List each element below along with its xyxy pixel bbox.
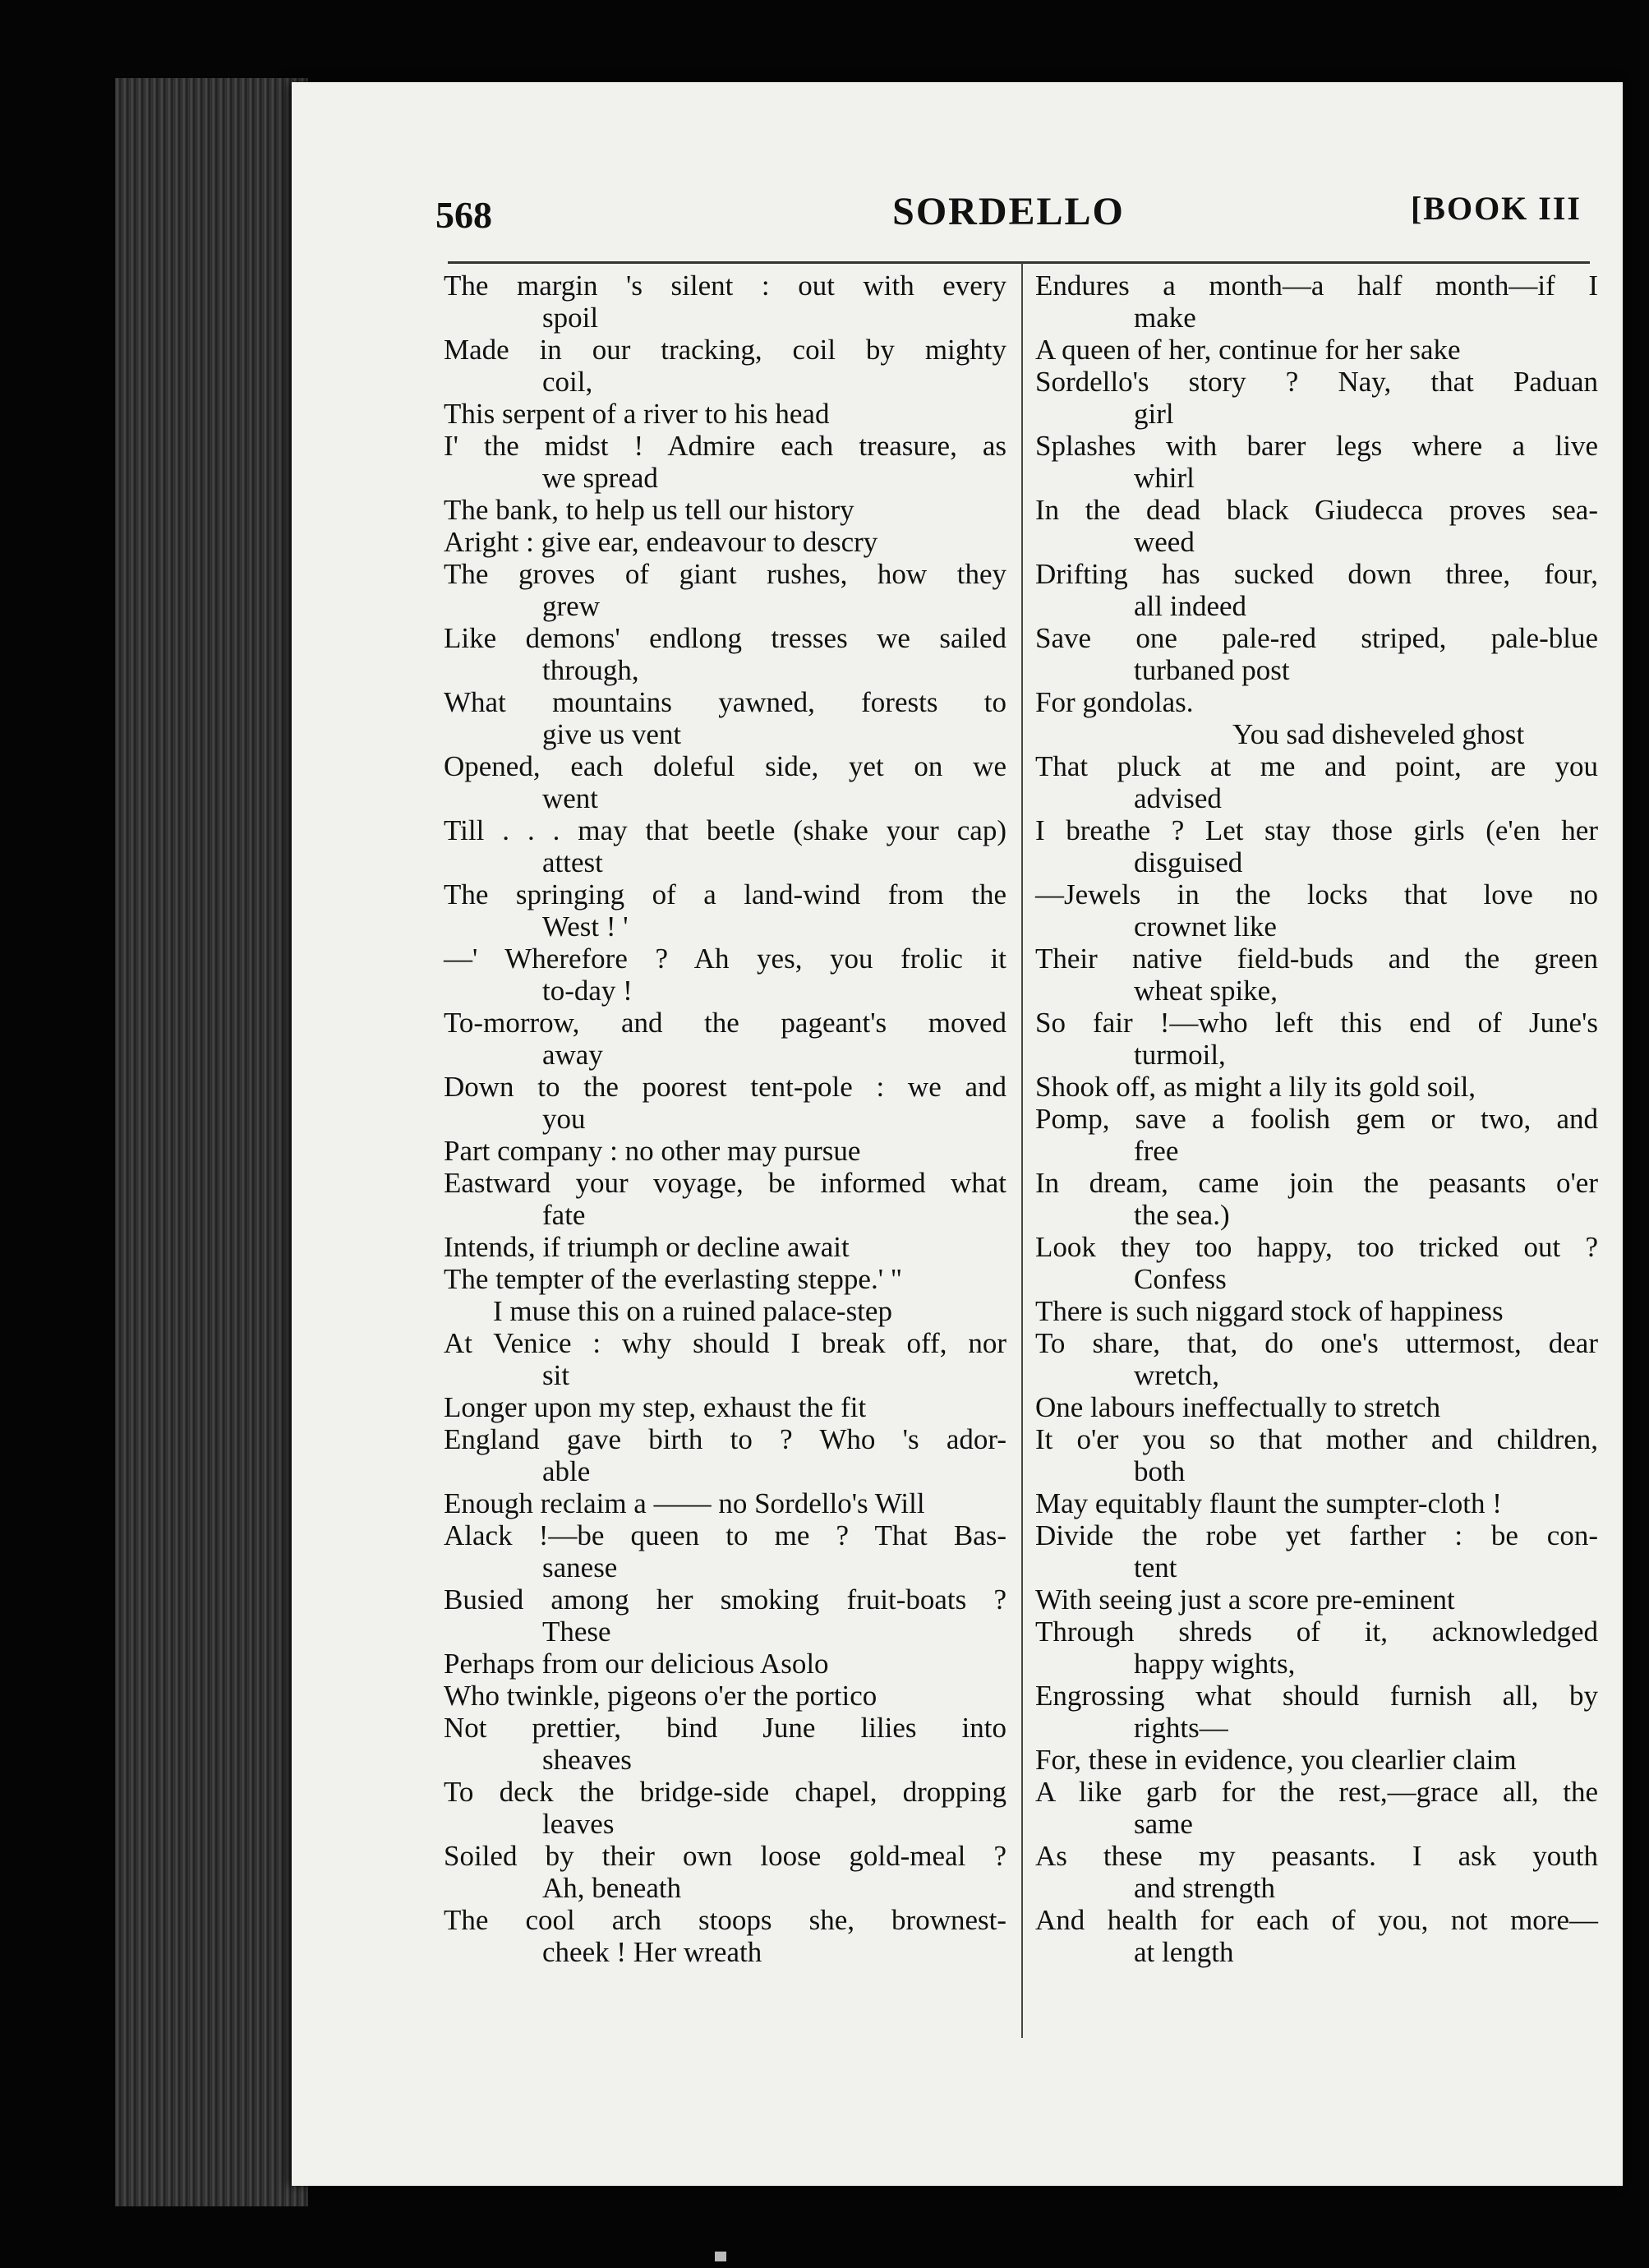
verse-line: you [542, 1103, 586, 1135]
verse-line: In the dead black Giudecca proves sea- [1035, 494, 1598, 526]
verse-line: Look they too happy, too tricked out ? [1035, 1231, 1598, 1263]
verse-line: Endures a month—a half month—if I [1035, 270, 1598, 302]
verse-line: That pluck at me and point, are you [1035, 750, 1598, 782]
verse-line: give us vent [542, 718, 682, 750]
verse-line: weed [1134, 526, 1195, 558]
verse-line: Opened, each doleful side, yet on we [444, 750, 1006, 782]
verse-line: turmoil, [1134, 1039, 1226, 1071]
verse-line: At Venice : why should I break off, nor [444, 1327, 1006, 1359]
verse-line: make [1134, 302, 1196, 334]
verse-line: happy wights, [1134, 1648, 1296, 1680]
verse-line: —Jewels in the locks that love no [1035, 878, 1598, 910]
verse-line: Engrossing what should furnish all, by [1035, 1680, 1598, 1712]
verse-line: Divide the robe yet farther : be con- [1035, 1519, 1598, 1551]
verse-line: coil, [542, 366, 593, 398]
verse-line: The tempter of the everlasting steppe.' " [444, 1263, 903, 1295]
verse-line: Down to the poorest tent-pole : we and [444, 1071, 1006, 1103]
verse-line: tent [1134, 1551, 1177, 1583]
verse-line: Splashes with barer legs where a live [1035, 430, 1598, 462]
verse-line: free [1134, 1135, 1179, 1167]
verse-line: In dream, came join the peasants o'er [1035, 1167, 1598, 1199]
verse-line: Through shreds of it, acknowledged [1035, 1616, 1598, 1648]
verse-line: rights— [1134, 1712, 1228, 1744]
verse-line: wretch, [1134, 1359, 1219, 1391]
verse-line: grew [542, 590, 600, 622]
verse-line: These [542, 1616, 611, 1648]
verse-line: Save one pale-red striped, pale-blue [1035, 622, 1598, 654]
verse-line: spoil [542, 302, 599, 334]
verse-line: all indeed [1134, 590, 1247, 622]
verse-line: leaves [542, 1808, 615, 1840]
verse-line: As these my peasants. I ask youth [1035, 1840, 1598, 1872]
verse-line: A like garb for the rest,—grace all, the [1035, 1776, 1598, 1808]
verse-line: Not prettier, bind June lilies into [444, 1712, 1006, 1744]
verse-line: cheek ! Her wreath [542, 1936, 762, 1968]
verse-line: For gondolas. [1035, 686, 1194, 718]
verse-line: wheat spike, [1134, 975, 1278, 1007]
verse-line: A queen of her, continue for her sake [1035, 334, 1461, 366]
verse-line: sheaves [542, 1744, 632, 1776]
verse-line: Intends, if triumph or decline await [444, 1231, 850, 1263]
verse-line: same [1134, 1808, 1193, 1840]
verse-line: Made in our tracking, coil by mighty [444, 334, 1006, 366]
scan-artifact [715, 2252, 726, 2261]
verse-line: So fair !—who left this end of June's [1035, 1007, 1598, 1039]
verse-line: disguised [1134, 846, 1243, 878]
book-spine [115, 78, 308, 2206]
verse-line: For, these in evidence, you clearlier claim [1035, 1744, 1517, 1776]
verse-line: away [542, 1039, 603, 1071]
running-title: SORDELLO [892, 190, 1125, 233]
verse-line: The groves of giant rushes, how they [444, 558, 1006, 590]
left-column [444, 270, 1006, 1968]
verse-line: whirl [1134, 462, 1195, 494]
verse-line: turbaned post [1134, 654, 1290, 686]
verse-line: What mountains yawned, forests to [444, 686, 1006, 718]
verse-line: Part company : no other may pursue [444, 1135, 861, 1167]
verse-line: sanese [542, 1551, 618, 1583]
column-divider [1021, 263, 1023, 2038]
verse-line: Alack !—be queen to me ? That Bas- [444, 1519, 1006, 1551]
verse-line: able [542, 1455, 591, 1487]
verse-line: Busied among her smoking fruit-boats ? [444, 1583, 1006, 1616]
verse-line: Eastward your voyage, be informed what [444, 1167, 1006, 1199]
verse-line: The bank, to help us tell our history [444, 494, 854, 526]
verse-line: sit [542, 1359, 570, 1391]
verse-line: Perhaps from our delicious Asolo [444, 1648, 829, 1680]
verse-line: I muse this on a ruined palace-step [493, 1295, 892, 1327]
verse-line: Pomp, save a foolish gem or two, and [1035, 1103, 1598, 1135]
verse-line: advised [1134, 782, 1222, 814]
verse-line: Their native field-buds and the green [1035, 943, 1598, 975]
verse-line: attest [542, 846, 603, 878]
verse-line: Sordello's story ? Nay, that Paduan [1035, 366, 1598, 398]
verse-line: West ! ' [542, 910, 629, 943]
right-column [1035, 270, 1598, 1968]
verse-line: went [542, 782, 599, 814]
verse-line: the sea.) [1134, 1199, 1230, 1231]
verse-line: I' the midst ! Admire each treasure, as [444, 430, 1006, 462]
verse-line: You sad disheveled ghost [1232, 718, 1525, 750]
verse-line: To share, that, do one's uttermost, dear [1035, 1327, 1598, 1359]
verse-line: With seeing just a score pre-eminent [1035, 1583, 1455, 1616]
verse-line: There is such niggard stock of happiness [1035, 1295, 1504, 1327]
verse-line: Who twinkle, pigeons o'er the portico [444, 1680, 877, 1712]
verse-line: Shook off, as might a lily its gold soil, [1035, 1071, 1476, 1103]
verse-line: And health for each of you, not more— [1035, 1904, 1598, 1936]
verse-line: —' Wherefore ? Ah yes, you frolic it [444, 943, 1006, 975]
verse-line: Soiled by their own loose gold-meal ? [444, 1840, 1006, 1872]
page-number: 568 [435, 194, 492, 236]
verse-line: Longer upon my step, exhaust the fit [444, 1391, 867, 1423]
verse-line: One labours ineffectually to stretch [1035, 1391, 1441, 1423]
header-rule [448, 261, 1590, 264]
page-header [435, 185, 1582, 251]
verse-line: fate [542, 1199, 586, 1231]
verse-line: crownet like [1134, 910, 1277, 943]
verse-line: Till . . . may that beetle (shake your cap) [444, 814, 1006, 846]
verse-line: To deck the bridge-side chapel, dropping [444, 1776, 1006, 1808]
verse-line: girl [1134, 398, 1174, 430]
verse-line: The cool arch stoops she, brownest- [444, 1904, 1006, 1936]
verse-line: to-day ! [542, 975, 633, 1007]
verse-line: Enough reclaim a —— no Sordello's Will [444, 1487, 925, 1519]
verse-line: The margin 's silent : out with every [444, 270, 1006, 302]
verse-line: Drifting has sucked down three, four, [1035, 558, 1598, 590]
verse-line: May equitably flaunt the sumpter-cloth ! [1035, 1487, 1502, 1519]
verse-line: both [1134, 1455, 1186, 1487]
book-page [292, 82, 1623, 2186]
verse-line: I breathe ? Let stay those girls (e'en her [1035, 814, 1598, 846]
verse-line: It o'er you so that mother and children, [1035, 1423, 1598, 1455]
verse-line: through, [542, 654, 639, 686]
verse-line: England gave birth to ? Who 's ador- [444, 1423, 1006, 1455]
verse-line: To-morrow, and the pageant's moved [444, 1007, 1006, 1039]
verse-line: Confess [1134, 1263, 1227, 1295]
verse-line: we spread [542, 462, 658, 494]
verse-line: Ah, beneath [542, 1872, 682, 1904]
verse-line: Aright : give ear, endeavour to descry [444, 526, 878, 558]
verse-line: The springing of a land-wind from the [444, 878, 1006, 910]
verse-line: This serpent of a river to his head [444, 398, 830, 430]
verse-line: Like demons' endlong tresses we sailed [444, 622, 1006, 654]
book-label: [BOOK III [1410, 190, 1582, 227]
verse-line: at length [1134, 1936, 1234, 1968]
verse-line: and strength [1134, 1872, 1276, 1904]
